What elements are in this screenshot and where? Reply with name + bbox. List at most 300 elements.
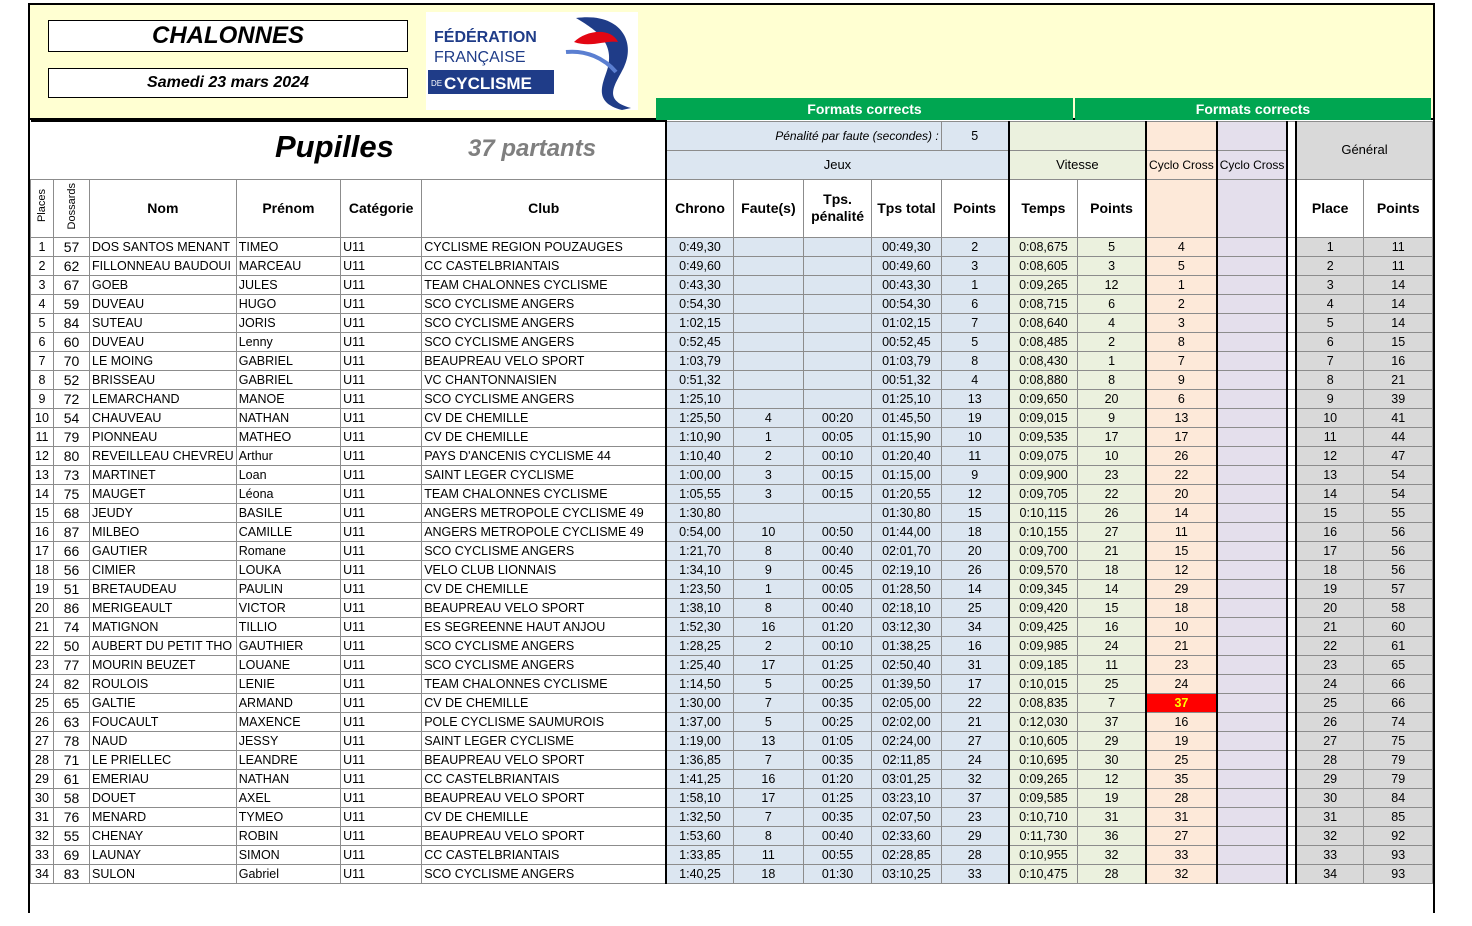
cell-chrono: 1:34,10 [666,560,733,579]
column-gap [1287,332,1296,351]
cell-nom: SUTEAU [90,313,237,332]
cell-tps-penalite: 00:05 [803,579,871,598]
cell-general-place: 4 [1296,294,1364,313]
cell-club: CV DE CHEMILLE [422,807,667,826]
cell-points-vitesse: 32 [1078,845,1146,864]
cell-points-jeux: 19 [941,408,1009,427]
cell-dossard: 84 [54,313,90,332]
cell-place: 23 [31,655,54,674]
cell-cyclocross-1: 18 [1146,598,1217,617]
cell-prenom: JULES [236,275,340,294]
cell-cyclocross-2 [1217,579,1288,598]
cell-general-place: 21 [1296,617,1364,636]
cell-general-points: 11 [1364,256,1433,275]
cell-general-points: 85 [1364,807,1433,826]
cell-place: 6 [31,332,54,351]
cell-fautes: 8 [733,598,803,617]
cell-nom: DOUET [90,788,237,807]
cell-cyclocross-2 [1217,674,1288,693]
cell-tps-penalite [803,370,871,389]
cell-cyclocross-2 [1217,712,1288,731]
cell-cyclocross-1: 10 [1146,617,1217,636]
cell-cyclocross-1: 6 [1146,389,1217,408]
col-prenom: Prénom [236,179,340,237]
cell-fautes [733,389,803,408]
column-gap [1287,484,1296,503]
cell-categorie: U11 [341,522,422,541]
cell-place: 4 [31,294,54,313]
cell-points-jeux: 24 [941,750,1009,769]
cell-categorie: U11 [341,541,422,560]
cell-tps-total: 01:20,55 [872,484,942,503]
cell-club: CV DE CHEMILLE [422,408,667,427]
column-gap [1287,636,1296,655]
cell-chrono: 1:30,00 [666,693,733,712]
cell-dossard: 62 [54,256,90,275]
cell-place: 31 [31,807,54,826]
cell-dossard: 86 [54,598,90,617]
header-band [30,3,1433,120]
cell-place: 32 [31,826,54,845]
cell-general-place: 11 [1296,427,1364,446]
cell-dossard: 52 [54,370,90,389]
col-fautes: Faute(s) [733,179,803,237]
cell-prenom: Lenny [236,332,340,351]
column-gap [1287,370,1296,389]
cell-club: VC CHANTONNAISIEN [422,370,667,389]
cell-cyclocross-1: 21 [1146,636,1217,655]
cell-nom: BRETAUDEAU [90,579,237,598]
cell-general-place: 30 [1296,788,1364,807]
cell-general-points: 54 [1364,465,1433,484]
cell-chrono: 1:52,30 [666,617,733,636]
cell-prenom: CAMILLE [236,522,340,541]
cell-club: ANGERS METROPOLE CYCLISME 49 [422,503,667,522]
cell-tps-total: 02:02,00 [872,712,942,731]
cell-general-points: 56 [1364,522,1433,541]
cell-cyclocross-1: 20 [1146,484,1217,503]
cell-place: 21 [31,617,54,636]
cell-tps-total: 03:23,10 [872,788,942,807]
cell-cyclocross-2 [1217,427,1288,446]
cell-temps: 0:09,420 [1009,598,1078,617]
cell-cyclocross-1: 25 [1146,750,1217,769]
table-row [31,750,1433,769]
cell-cyclocross-2 [1217,750,1288,769]
cell-dossard: 51 [54,579,90,598]
column-gap [1287,693,1296,712]
cell-dossard: 63 [54,712,90,731]
cell-fautes [733,313,803,332]
cell-points-jeux: 22 [941,693,1009,712]
cell-tps-penalite: 00:55 [803,845,871,864]
cell-categorie: U11 [341,712,422,731]
cell-categorie: U11 [341,807,422,826]
cell-fautes: 9 [733,560,803,579]
ffc-logo [426,12,638,110]
column-gap [1287,275,1296,294]
cell-tps-penalite: 01:20 [803,769,871,788]
cell-cyclocross-2 [1217,446,1288,465]
cell-chrono: 1:00,00 [666,465,733,484]
cell-fautes: 4 [733,408,803,427]
cell-prenom: Léona [236,484,340,503]
column-gap [1287,560,1296,579]
table-row [31,864,1433,883]
cell-cyclocross-2 [1217,788,1288,807]
cell-prenom: PAULIN [236,579,340,598]
cell-place: 3 [31,275,54,294]
cell-temps: 0:09,425 [1009,617,1078,636]
cell-general-points: 47 [1364,446,1433,465]
cell-dossard: 79 [54,427,90,446]
cell-cyclocross-2 [1217,522,1288,541]
cell-dossard: 76 [54,807,90,826]
cell-categorie: U11 [341,446,422,465]
cell-club: CC CASTELBRIANTAIS [422,769,667,788]
cell-general-points: 55 [1364,503,1433,522]
cell-general-points: 57 [1364,579,1433,598]
cyclocross-header-2: Cyclo Cross [1217,150,1288,179]
cell-points-jeux: 25 [941,598,1009,617]
cell-fautes [733,237,803,256]
cell-place: 13 [31,465,54,484]
cell-tps-total: 01:02,15 [872,313,942,332]
cell-cyclocross-1: 3 [1146,313,1217,332]
cell-points-vitesse: 12 [1078,769,1146,788]
partants-count: 37 partants [468,135,597,162]
cell-chrono: 1:14,50 [666,674,733,693]
cell-place: 30 [31,788,54,807]
penalty-label: Pénalité par faute (secondes) : [666,121,941,150]
cell-place: 11 [31,427,54,446]
cell-temps: 0:10,155 [1009,522,1078,541]
cell-tps-total: 00:52,45 [872,332,942,351]
cell-prenom: JESSY [236,731,340,750]
column-gap [1287,750,1296,769]
cell-temps: 0:08,675 [1009,237,1078,256]
cell-categorie: U11 [341,826,422,845]
cell-nom: MERIGEAULT [90,598,237,617]
cell-general-place: 14 [1296,484,1364,503]
column-gap [1287,256,1296,275]
cell-general-points: 56 [1364,541,1433,560]
cell-general-points: 65 [1364,655,1433,674]
table-row [31,617,1433,636]
cell-general-points: 61 [1364,636,1433,655]
table-row [31,845,1433,864]
cell-cyclocross-2 [1217,389,1288,408]
cell-categorie: U11 [341,636,422,655]
column-gap [1287,541,1296,560]
cell-club: SAINT LEGER CYCLISME [422,465,667,484]
cell-cyclocross-1: 26 [1146,446,1217,465]
table-row [31,484,1433,503]
cell-prenom: TYMEO [236,807,340,826]
cell-cyclocross-1: 32 [1146,864,1217,883]
cell-temps: 0:09,345 [1009,579,1078,598]
cell-chrono: 1:03,79 [666,351,733,370]
cell-dossard: 60 [54,332,90,351]
cell-tps-total: 02:24,00 [872,731,942,750]
cell-club: SCO CYCLISME ANGERS [422,332,667,351]
cell-general-points: 14 [1364,294,1433,313]
cell-prenom: ARMAND [236,693,340,712]
cell-club: SCO CYCLISME ANGERS [422,864,667,883]
cell-tps-penalite: 00:25 [803,712,871,731]
cell-general-points: 66 [1364,693,1433,712]
cell-dossard: 70 [54,351,90,370]
cell-tps-penalite: 01:30 [803,864,871,883]
cell-points-vitesse: 27 [1078,522,1146,541]
cell-tps-total: 03:12,30 [872,617,942,636]
cell-place: 34 [31,864,54,883]
cell-chrono: 1:25,40 [666,655,733,674]
column-gap [1287,351,1296,370]
cell-cyclocross-1: 2 [1146,294,1217,313]
logo-text-de: DE [431,79,443,88]
cell-points-vitesse: 37 [1078,712,1146,731]
table-row [31,655,1433,674]
cell-general-points: 93 [1364,864,1433,883]
cell-cyclocross-2 [1217,484,1288,503]
cell-categorie: U11 [341,503,422,522]
cell-tps-total: 02:28,85 [872,845,942,864]
cell-cyclocross-2 [1217,560,1288,579]
column-gap [1287,712,1296,731]
cell-cyclocross-1: 31 [1146,807,1217,826]
cell-dossard: 68 [54,503,90,522]
cell-points-jeux: 7 [941,313,1009,332]
cell-tps-penalite: 01:20 [803,617,871,636]
column-gap [1287,864,1296,883]
cell-tps-penalite: 01:05 [803,731,871,750]
cell-general-place: 33 [1296,845,1364,864]
cell-cyclocross-1: 22 [1146,465,1217,484]
cell-fautes: 17 [733,788,803,807]
cell-place: 9 [31,389,54,408]
cell-chrono: 1:28,25 [666,636,733,655]
cell-general-place: 32 [1296,826,1364,845]
cell-cyclocross-2 [1217,598,1288,617]
cell-nom: SULON [90,864,237,883]
cell-chrono: 1:33,85 [666,845,733,864]
cell-tps-total: 01:03,79 [872,351,942,370]
cell-tps-penalite: 00:35 [803,807,871,826]
cell-general-place: 25 [1296,693,1364,712]
cell-tps-penalite [803,503,871,522]
cell-tps-penalite [803,237,871,256]
cell-cyclocross-1: 14 [1146,503,1217,522]
col-tps-penalite: Tps. pénalité [803,179,871,237]
cell-categorie: U11 [341,256,422,275]
cell-fautes [733,275,803,294]
cell-points-jeux: 27 [941,731,1009,750]
cell-chrono: 1:25,50 [666,408,733,427]
cell-general-points: 44 [1364,427,1433,446]
cell-club: BEAUPREAU VELO SPORT [422,750,667,769]
cell-categorie: U11 [341,294,422,313]
table-row [31,503,1433,522]
cell-general-points: 39 [1364,389,1433,408]
cell-categorie: U11 [341,408,422,427]
cell-nom: MARTINET [90,465,237,484]
cell-fautes: 17 [733,655,803,674]
cell-nom: LE PRIELLEC [90,750,237,769]
cell-prenom: SIMON [236,845,340,864]
cell-dossard: 80 [54,446,90,465]
cell-prenom: Romane [236,541,340,560]
cell-place: 25 [31,693,54,712]
cell-temps: 0:08,880 [1009,370,1078,389]
cell-points-vitesse: 4 [1078,313,1146,332]
cell-temps: 0:08,715 [1009,294,1078,313]
cell-categorie: U11 [341,332,422,351]
cell-points-jeux: 5 [941,332,1009,351]
cell-dossard: 75 [54,484,90,503]
cell-dossard: 59 [54,294,90,313]
cell-general-place: 15 [1296,503,1364,522]
cell-tps-total: 02:18,10 [872,598,942,617]
cell-tps-penalite: 00:40 [803,598,871,617]
cell-prenom: Gabriel [236,864,340,883]
cell-fautes [733,332,803,351]
cell-prenom: MAXENCE [236,712,340,731]
cell-points-jeux: 13 [941,389,1009,408]
column-gap [1287,788,1296,807]
cell-general-place: 31 [1296,807,1364,826]
cell-prenom: LENIE [236,674,340,693]
cell-nom: CIMIER [90,560,237,579]
cell-prenom: NATHAN [236,769,340,788]
column-gap [1287,408,1296,427]
cell-club: VELO CLUB LIONNAIS [422,560,667,579]
column-gap [1287,674,1296,693]
col-place: Place [1296,179,1364,237]
cell-club: BEAUPREAU VELO SPORT [422,598,667,617]
cell-categorie: U11 [341,484,422,503]
cell-categorie: U11 [341,275,422,294]
logo-text-francaise: FRANÇAISE [434,49,526,66]
cell-tps-penalite: 00:15 [803,465,871,484]
cell-tps-penalite [803,313,871,332]
cell-cyclocross-2 [1217,845,1288,864]
cell-prenom: LOUKA [236,560,340,579]
cell-prenom: TILLIO [236,617,340,636]
column-gap [1287,294,1296,313]
cell-general-points: 16 [1364,351,1433,370]
cell-cyclocross-2 [1217,617,1288,636]
cell-general-place: 29 [1296,769,1364,788]
cell-points-vitesse: 1 [1078,351,1146,370]
cell-points-vitesse: 22 [1078,484,1146,503]
cell-general-points: 11 [1364,237,1433,256]
cell-nom: FILLONNEAU BAUDOUI [90,256,237,275]
cell-fautes [733,294,803,313]
event-date: Samedi 23 mars 2024 [48,68,408,98]
cell-dossard: 50 [54,636,90,655]
cell-cyclocross-1: 15 [1146,541,1217,560]
cell-place: 12 [31,446,54,465]
cell-place: 33 [31,845,54,864]
cell-tps-penalite: 01:25 [803,655,871,674]
cell-nom: LAUNAY [90,845,237,864]
cell-dossard: 83 [54,864,90,883]
cell-dossard: 78 [54,731,90,750]
cell-fautes: 16 [733,617,803,636]
cell-temps: 0:08,605 [1009,256,1078,275]
cell-prenom: MATHEO [236,427,340,446]
cell-categorie: U11 [341,370,422,389]
cell-general-points: 60 [1364,617,1433,636]
cell-tps-penalite [803,275,871,294]
cell-tps-total: 02:11,85 [872,750,942,769]
cell-cyclocross-2 [1217,826,1288,845]
table-row [31,693,1433,712]
cell-points-jeux: 14 [941,579,1009,598]
column-gap [1287,522,1296,541]
cell-points-vitesse: 5 [1078,237,1146,256]
cell-categorie: U11 [341,845,422,864]
cell-dossard: 55 [54,826,90,845]
cell-chrono: 1:41,25 [666,769,733,788]
cell-dossard: 77 [54,655,90,674]
cell-nom: DOS SANTOS MENANT [90,237,237,256]
cell-chrono: 1:23,50 [666,579,733,598]
cell-cyclocross-2 [1217,351,1288,370]
cell-club: SCO CYCLISME ANGERS [422,541,667,560]
cell-points-jeux: 9 [941,465,1009,484]
cell-nom: GALTIE [90,693,237,712]
logo-text-federation: FÉDÉRATION [434,29,537,46]
cell-cyclocross-1: 23 [1146,655,1217,674]
cell-fautes [733,351,803,370]
general-group-header: Général [1296,121,1433,179]
cell-nom: FOUCAULT [90,712,237,731]
cell-tps-penalite: 00:35 [803,750,871,769]
cell-fautes: 2 [733,446,803,465]
cell-nom: MILBEO [90,522,237,541]
cell-cyclocross-2 [1217,807,1288,826]
cell-place: 20 [31,598,54,617]
cell-fautes [733,370,803,389]
cell-temps: 0:10,695 [1009,750,1078,769]
cell-prenom: GABRIEL [236,351,340,370]
col-temps: Temps [1009,179,1078,237]
cell-points-jeux: 18 [941,522,1009,541]
formats-banner-left: Formats corrects [656,98,1073,120]
cell-temps: 0:09,700 [1009,541,1078,560]
cell-points-vitesse: 24 [1078,636,1146,655]
cell-cyclocross-2 [1217,313,1288,332]
cell-fautes: 7 [733,750,803,769]
cell-cyclocross-2 [1217,294,1288,313]
cell-general-place: 17 [1296,541,1364,560]
cell-fautes: 7 [733,807,803,826]
cell-points-jeux: 21 [941,712,1009,731]
cell-fautes: 5 [733,674,803,693]
cell-points-jeux: 4 [941,370,1009,389]
cell-points-vitesse: 19 [1078,788,1146,807]
cell-points-vitesse: 6 [1078,294,1146,313]
cell-place: 14 [31,484,54,503]
cell-nom: GOEB [90,275,237,294]
cell-categorie: U11 [341,731,422,750]
cell-cyclocross-2 [1217,465,1288,484]
cell-points-vitesse: 14 [1078,579,1146,598]
cell-place: 1 [31,237,54,256]
cell-place: 7 [31,351,54,370]
